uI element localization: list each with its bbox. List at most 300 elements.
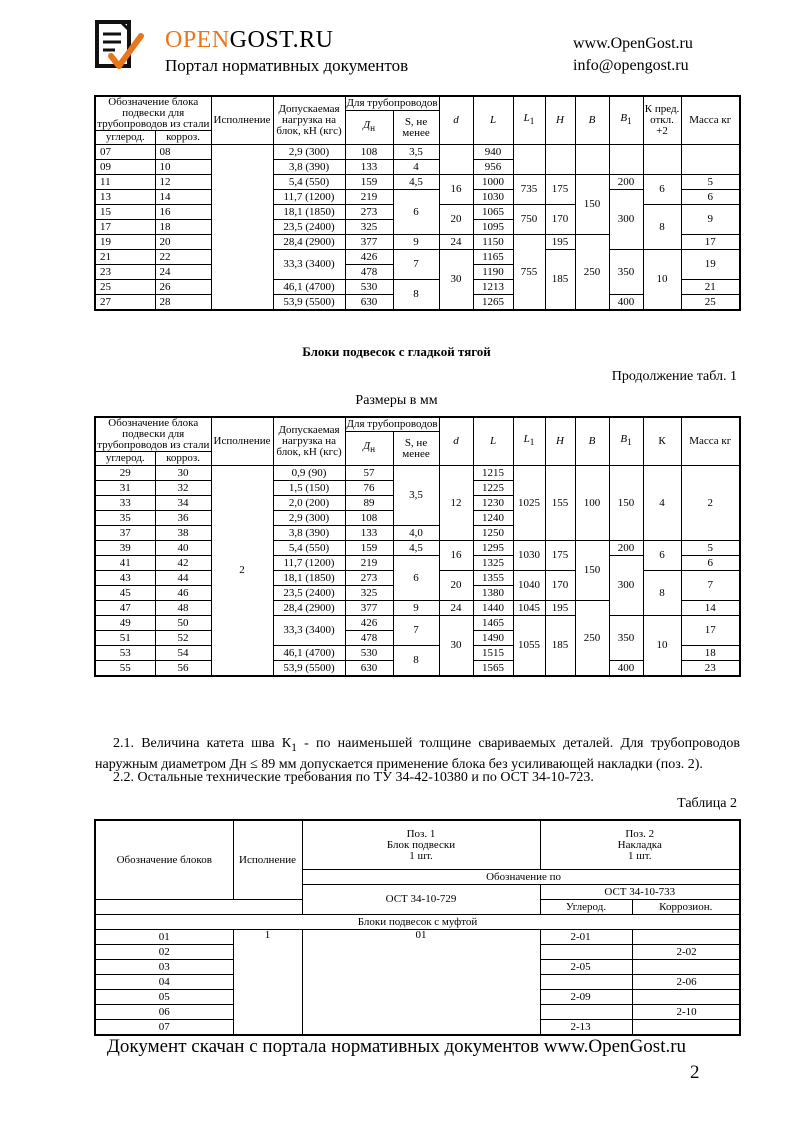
cell: 53 (95, 646, 155, 661)
cell: 6 (681, 190, 740, 205)
L1-label: L (523, 433, 530, 446)
cell: 49 (95, 616, 155, 631)
header-pos2 (540, 820, 740, 870)
cell: 55 (95, 661, 155, 677)
cell: 1225 (473, 481, 513, 496)
cell: 11 (95, 175, 155, 190)
cell (632, 930, 740, 945)
cell: 1150 (473, 235, 513, 250)
p1-sub: 1 (291, 740, 297, 754)
cell: 14 (681, 601, 740, 616)
brand-part2: GOST.RU (229, 27, 334, 53)
cell: 426 (345, 250, 393, 265)
execution-cell (211, 145, 273, 311)
dn-label: Д (363, 119, 371, 132)
header-designation (95, 96, 211, 131)
B-label: B (588, 435, 596, 447)
cell: 05 (95, 990, 233, 1005)
cell: 41 (95, 556, 155, 571)
cell: 28,4 (2900) (273, 601, 345, 616)
header-L1 (513, 417, 545, 466)
cell: 01 (95, 930, 233, 945)
cell: 1325 (473, 556, 513, 571)
cell: 195 (545, 601, 575, 616)
table-row (95, 616, 740, 631)
cell (513, 145, 545, 175)
header-mass: Масса кг (681, 96, 740, 145)
cell (632, 990, 740, 1005)
H-label: H (556, 435, 564, 447)
cell: 1055 (513, 616, 545, 677)
cell: 478 (345, 265, 393, 280)
header-s: S, не менее (393, 111, 439, 145)
cell: 30 (439, 616, 473, 677)
header-d (439, 96, 473, 145)
cell: 1213 (473, 280, 513, 295)
tagline: Портал нормативных документов (165, 56, 409, 75)
header-dn (345, 111, 393, 145)
B1-sub: 1 (627, 437, 632, 448)
cell: 20 (155, 235, 211, 250)
d-label: d (453, 435, 459, 447)
cell: 2,0 (200) (273, 496, 345, 511)
designation-label: Обозначение блока подвески для трубопроводов из стали (97, 417, 210, 451)
cell: 03 (95, 960, 233, 975)
header-load: Допускаемая нагрузка на блок, кН (кгс) (273, 417, 345, 466)
cell: 20 (439, 571, 473, 601)
cell: 100 (575, 466, 609, 541)
cell: 4,5 (393, 541, 439, 556)
header-H (545, 96, 575, 145)
cell: 28,4 (2900) (273, 235, 345, 250)
cell: 155 (545, 466, 575, 541)
cell: 43 (95, 571, 155, 586)
cell: 24 (155, 265, 211, 280)
table-row (95, 930, 740, 945)
cell: 1250 (473, 526, 513, 541)
cell: 1265 (473, 295, 513, 311)
cell: 36 (155, 511, 211, 526)
cell: 2,9 (300) (273, 145, 345, 160)
cell: 07 (95, 145, 155, 160)
cell: 12 (439, 466, 473, 541)
cell: 89 (345, 496, 393, 511)
cell: 06 (95, 1005, 233, 1020)
cell: 31 (95, 481, 155, 496)
cell: 0,9 (90) (273, 466, 345, 481)
cell: 250 (575, 235, 609, 311)
cell: 1095 (473, 220, 513, 235)
cell: 956 (473, 160, 513, 175)
cell: 940 (473, 145, 513, 160)
cell: 20 (439, 205, 473, 235)
cell: 478 (345, 631, 393, 646)
cell: 2-10 (632, 1005, 740, 1020)
cell: 2,9 (300) (273, 511, 345, 526)
dn-label: Д (363, 440, 371, 453)
cell: 11,7 (1200) (273, 190, 345, 205)
pos2-qty: 1 шт. (628, 849, 652, 862)
header-carbon: углерод. (95, 452, 155, 466)
cell: 53,9 (5500) (273, 295, 345, 311)
table-2 (94, 819, 741, 1036)
cell: 30 (439, 250, 473, 311)
cell (439, 145, 473, 175)
cell: 1045 (513, 601, 545, 616)
header-d (439, 417, 473, 466)
cell: 22 (155, 250, 211, 265)
dn-sub: н (370, 123, 375, 134)
site-link[interactable]: www.OpenGost.ru (573, 35, 693, 52)
B1-label: B (620, 433, 628, 446)
cell: 47 (95, 601, 155, 616)
cell: 17 (681, 616, 740, 646)
cell: 1565 (473, 661, 513, 677)
cell: 6 (681, 556, 740, 571)
cell: 195 (545, 235, 575, 250)
cell: 52 (155, 631, 211, 646)
cell: 45 (95, 586, 155, 601)
cell: 25 (681, 295, 740, 311)
cell (643, 145, 681, 175)
cell: 9 (393, 601, 439, 616)
header-B1 (609, 417, 643, 466)
cell: 1030 (473, 190, 513, 205)
cell: 48 (155, 601, 211, 616)
cell: 37 (95, 526, 155, 541)
cell: 1025 (513, 466, 545, 541)
cell: 150 (575, 541, 609, 601)
designation-label: Обозначение блока подвески для трубопроводов из стали (97, 96, 210, 130)
cell: 08 (155, 145, 211, 160)
cell: 39 (95, 541, 155, 556)
header-carbon: Углерод. (540, 900, 632, 915)
cell: 2-09 (540, 990, 632, 1005)
cell: 29 (95, 466, 155, 481)
cell: 159 (345, 541, 393, 556)
cell: 325 (345, 220, 393, 235)
cell: 10 (155, 160, 211, 175)
cell: 1230 (473, 496, 513, 511)
cell: 24 (439, 235, 473, 250)
cell: 133 (345, 160, 393, 175)
header-B (575, 417, 609, 466)
pos1-cell: 01 (302, 930, 540, 1036)
cell: 200 (609, 175, 643, 190)
cell: 7 (681, 571, 740, 601)
cell: 3,5 (393, 466, 439, 526)
table-row (95, 541, 740, 556)
B1-sub: 1 (627, 116, 632, 127)
header-designation (95, 417, 211, 452)
brand-part1: OPEN (165, 27, 230, 53)
pos1-name: Блок подвески (386, 838, 456, 851)
brand-name (165, 27, 333, 54)
cell: 219 (345, 190, 393, 205)
cell: 24 (439, 601, 473, 616)
cell (632, 1020, 740, 1036)
cell: 377 (345, 235, 393, 250)
table-row (95, 466, 740, 481)
cell: 6 (643, 541, 681, 571)
cell: 750 (513, 205, 545, 235)
execution-cell: 1 (233, 930, 302, 1036)
cell: 33,3 (3400) (273, 616, 345, 646)
header-pipes: Для трубопроводов (346, 97, 438, 109)
cell (540, 945, 632, 960)
cell: 13 (95, 190, 155, 205)
cell: 19 (681, 250, 740, 280)
cell: 28 (155, 295, 211, 311)
table-2-label: Таблица 2 (677, 796, 737, 811)
cell: 2-13 (540, 1020, 632, 1036)
pos1-qty: 1 шт. (409, 849, 433, 862)
cell: 6 (643, 175, 681, 205)
cell: 56 (155, 661, 211, 677)
cell (609, 145, 643, 175)
cell: 530 (345, 280, 393, 295)
cell: 21 (95, 250, 155, 265)
cell: 735 (513, 175, 545, 205)
cell: 17 (681, 235, 740, 250)
pos1-label: Поз. 1 (406, 827, 436, 840)
cell: 26 (155, 280, 211, 295)
cell: 57 (345, 466, 393, 481)
execution-cell: 2 (211, 466, 273, 677)
caption-smooth-rod: Блоки подвесок с гладкой тягой (302, 344, 491, 359)
cell: 1215 (473, 466, 513, 481)
cell: 3,8 (390) (273, 526, 345, 541)
cell (681, 145, 740, 175)
paragraph-2-2: 2.2. Остальные технические требования по ТУ 34-42-10380 и по ОСТ 34-10-723. (113, 770, 594, 785)
cell: 755 (513, 235, 545, 311)
table-1-continuation (94, 416, 741, 677)
designation-by: Обозначение по (302, 870, 740, 885)
cell: 18,1 (1850) (273, 571, 345, 586)
cell: 7 (393, 250, 439, 280)
email-link[interactable]: info@opengost.ru (573, 57, 689, 74)
B1-label: B (620, 112, 628, 125)
header-L1 (513, 96, 545, 145)
cell: 4,0 (393, 526, 439, 541)
cell: 19 (95, 235, 155, 250)
cell: 16 (439, 175, 473, 205)
cell: 325 (345, 586, 393, 601)
cell: 9 (393, 235, 439, 250)
cell: 170 (545, 571, 575, 601)
cell: 170 (545, 205, 575, 235)
cell: 630 (345, 661, 393, 677)
cell: 12 (155, 175, 211, 190)
cell: 2 (681, 466, 740, 541)
cell: 18 (155, 220, 211, 235)
cell: 185 (545, 616, 575, 677)
cell: 38 (155, 526, 211, 541)
cell: 185 (545, 250, 575, 311)
cell: 54 (155, 646, 211, 661)
cell: 630 (345, 295, 393, 311)
cell: 33 (95, 496, 155, 511)
cell: 44 (155, 571, 211, 586)
header-load: Допускаемая нагрузка на блок, кН (кгс) (273, 96, 345, 145)
cell: 1000 (473, 175, 513, 190)
cell: 27 (95, 295, 155, 311)
cell: 350 (609, 250, 643, 295)
cell: 1030 (513, 541, 545, 571)
H-label: H (556, 114, 564, 126)
cell: 18,1 (1850) (273, 205, 345, 220)
cell: 7 (393, 616, 439, 646)
cell (540, 1005, 632, 1020)
header-H (545, 417, 575, 466)
cell: 2-05 (540, 960, 632, 975)
cell: 1,5 (150) (273, 481, 345, 496)
cell: 1040 (513, 571, 545, 601)
cell: 46 (155, 586, 211, 601)
header-pos1 (302, 820, 540, 870)
L1-sub: 1 (529, 437, 535, 448)
cell (575, 145, 609, 175)
cell: 5,4 (550) (273, 175, 345, 190)
cell: 53,9 (5500) (273, 661, 345, 677)
cell: 1065 (473, 205, 513, 220)
cell: 2-01 (540, 930, 632, 945)
header-corr: корроз. (155, 452, 211, 466)
pos2-name: Накладка (617, 838, 662, 851)
cell: 34 (155, 496, 211, 511)
header-blocks: Обозначение блоков (95, 820, 233, 900)
document-check-icon (95, 18, 145, 74)
cell: 40 (155, 541, 211, 556)
cell: 350 (609, 616, 643, 661)
page-number: 2 (690, 1062, 700, 1083)
cell (540, 975, 632, 990)
header-L (473, 417, 513, 466)
header-carbon: углерод. (95, 131, 155, 145)
cell: 5 (681, 541, 740, 556)
cell: 14 (155, 190, 211, 205)
cell: 16 (439, 541, 473, 571)
cell: 3,8 (390) (273, 160, 345, 175)
L-label: L (489, 435, 497, 447)
footer-note: Документ скачан с портала нормативных документов www.OpenGost.ru (106, 1036, 687, 1057)
cell: 21 (681, 280, 740, 295)
cell: 3,5 (393, 145, 439, 160)
cell: 108 (345, 145, 393, 160)
cell: 400 (609, 661, 643, 677)
table-1 (94, 95, 741, 311)
header-mass: Масса кг (681, 417, 740, 466)
header-k: К (643, 417, 681, 466)
section-coupling: Блоки подвесок с муфтой (95, 915, 740, 930)
cell: 33,3 (3400) (273, 250, 345, 280)
cell: 300 (609, 190, 643, 250)
cell: 250 (575, 601, 609, 677)
cell: 02 (95, 945, 233, 960)
header-dn (345, 432, 393, 466)
header-k: К пред. откл. +2 (643, 96, 681, 145)
cell: 159 (345, 175, 393, 190)
header-corr: корроз. (155, 131, 211, 145)
cell: 16 (155, 205, 211, 220)
cell: 17 (95, 220, 155, 235)
cell: 1380 (473, 586, 513, 601)
cell: 1440 (473, 601, 513, 616)
cell: 42 (155, 556, 211, 571)
cell: 133 (345, 526, 393, 541)
cell: 1515 (473, 646, 513, 661)
pos2-label: Поз. 2 (625, 827, 655, 840)
header-B (575, 96, 609, 145)
cell: 46,1 (4700) (273, 280, 345, 295)
cell: 8 (643, 205, 681, 250)
dn-sub: н (370, 444, 375, 455)
cell: 04 (95, 975, 233, 990)
L-label: L (489, 114, 497, 126)
cell: 10 (643, 616, 681, 677)
header-execution: Исполнение (211, 417, 273, 466)
cell: 6 (393, 190, 439, 235)
header-B1 (609, 96, 643, 145)
cell: 1295 (473, 541, 513, 556)
cell: 11,7 (1200) (273, 556, 345, 571)
cell: 15 (95, 205, 155, 220)
d-label: d (453, 114, 459, 126)
cell: 150 (609, 466, 643, 541)
cell: 300 (609, 556, 643, 616)
ost-729: ОСТ 34-10-729 (302, 885, 540, 915)
cell: 426 (345, 616, 393, 631)
table-row (95, 145, 740, 160)
cell: 18 (681, 646, 740, 661)
cell: 8 (393, 646, 439, 677)
cell: 1355 (473, 571, 513, 586)
cell: 400 (609, 295, 643, 311)
cell: 4 (393, 160, 439, 175)
cell: 23,5 (2400) (273, 586, 345, 601)
cell: 25 (95, 280, 155, 295)
cell: 10 (643, 250, 681, 311)
cell: 1465 (473, 616, 513, 631)
ost-733: ОСТ 34-10-733 (540, 885, 740, 900)
cell: 5,4 (550) (273, 541, 345, 556)
cell: 46,1 (4700) (273, 646, 345, 661)
cell: 273 (345, 205, 393, 220)
cell: 4 (643, 466, 681, 541)
cell: 35 (95, 511, 155, 526)
cell: 8 (393, 280, 439, 311)
cell: 2-06 (632, 975, 740, 990)
L1-label: L (523, 112, 530, 125)
cell: 07 (95, 1020, 233, 1036)
p1-part-a: 2.1. Величина катета шва К (113, 736, 292, 751)
cell: 1165 (473, 250, 513, 265)
cell (95, 900, 302, 915)
cell: 5 (681, 175, 740, 190)
logo (95, 18, 145, 74)
cell: 23 (681, 661, 740, 677)
cell: 200 (609, 541, 643, 556)
cell: 530 (345, 646, 393, 661)
cell: 1490 (473, 631, 513, 646)
cell: 219 (345, 556, 393, 571)
cell (632, 960, 740, 975)
cell: 09 (95, 160, 155, 175)
cell: 2-02 (632, 945, 740, 960)
header-execution: Исполнение (233, 820, 302, 900)
L1-sub: 1 (529, 116, 535, 127)
cell: 23,5 (2400) (273, 220, 345, 235)
